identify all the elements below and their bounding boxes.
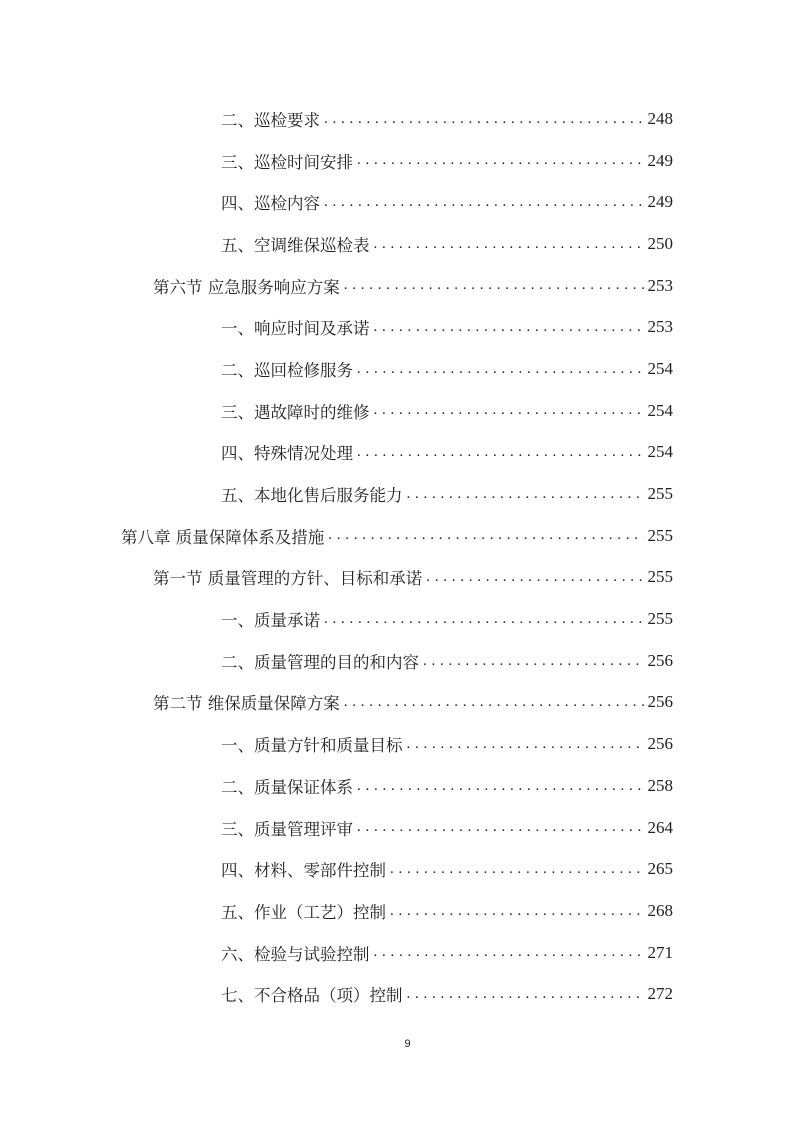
toc-entry-title: 五、作业（工艺）控制: [221, 902, 386, 922]
toc-entry-page: 256: [647, 650, 673, 670]
toc-entry-title: 三、巡检时间安排: [221, 152, 353, 172]
toc-entry[interactable]: [0, 515, 793, 557]
toc-entry-page: 253: [647, 275, 673, 295]
dot-leader: [344, 277, 644, 294]
toc-entry-title: 二、质量保证体系: [221, 777, 353, 797]
toc-entry-title: 五、本地化售后服务能力: [221, 486, 403, 506]
toc-entry-line: [221, 315, 673, 339]
page-number: 9: [404, 1038, 411, 1050]
toc-entry[interactable]: [0, 265, 793, 307]
toc-entry-title: 一、质量方针和质量目标: [221, 736, 403, 756]
toc-entry-line: [121, 524, 673, 548]
toc-entry-line: [221, 774, 673, 798]
toc-entry-title: 四、特殊情况处理: [221, 444, 353, 464]
toc-entry-title: 七、不合格品（项）控制: [221, 986, 403, 1006]
toc-entry[interactable]: [0, 390, 793, 432]
dot-leader: [390, 903, 644, 920]
toc-entry-line: [221, 607, 673, 631]
toc-entry[interactable]: [0, 598, 793, 640]
toc-entry-line: [221, 482, 673, 506]
toc-entry-line: [221, 232, 673, 256]
toc-entry-line: [221, 190, 673, 214]
toc-entry[interactable]: [0, 181, 793, 223]
toc-entry-page: 255: [647, 525, 673, 545]
dot-leader: [426, 569, 643, 586]
toc-entry[interactable]: [0, 140, 793, 182]
toc-entry-page: 254: [647, 358, 673, 378]
toc-entry[interactable]: [0, 682, 793, 724]
toc-entry[interactable]: [0, 223, 793, 265]
toc-entry-line: [221, 107, 673, 131]
toc-entry-line: [221, 149, 673, 173]
toc-entry-line: [221, 899, 673, 923]
toc-entry-line: [153, 565, 673, 589]
table-of-contents: [0, 98, 793, 1015]
toc-entry-page: 265: [647, 859, 673, 879]
toc-entry-title: 第八章 质量保障体系及措施: [121, 527, 325, 547]
dot-leader: [324, 194, 644, 211]
toc-entry-page: 264: [647, 817, 673, 837]
toc-entry[interactable]: [0, 640, 793, 682]
dot-leader: [357, 152, 644, 169]
toc-entry-page: 249: [647, 192, 673, 212]
toc-entry[interactable]: [0, 723, 793, 765]
toc-entry-page: 255: [647, 609, 673, 629]
dot-leader: [357, 778, 644, 795]
dot-leader: [390, 861, 644, 878]
dot-leader: [357, 361, 644, 378]
dot-leader: [357, 819, 644, 836]
dot-leader: [407, 736, 644, 753]
toc-entry[interactable]: [0, 348, 793, 390]
toc-entry-line: [221, 982, 673, 1006]
toc-entry-line: [221, 440, 673, 464]
toc-entry-title: 四、材料、零部件控制: [221, 861, 386, 881]
dot-leader: [374, 944, 644, 961]
toc-entry-page: 248: [647, 108, 673, 128]
toc-entry-page: 268: [647, 900, 673, 920]
toc-entry-page: 255: [647, 567, 673, 587]
toc-entry-page: 272: [647, 984, 673, 1004]
dot-leader: [374, 402, 644, 419]
dot-leader: [374, 319, 644, 336]
toc-entry-title: 三、遇故障时的维修: [221, 402, 370, 422]
dot-leader: [328, 527, 643, 544]
toc-entry[interactable]: [0, 306, 793, 348]
toc-entry-title: 五、空调维保巡检表: [221, 235, 370, 255]
toc-entry-page: 256: [647, 734, 673, 754]
toc-entry-page: 256: [647, 692, 673, 712]
toc-entry-line: [221, 357, 673, 381]
toc-entry[interactable]: [0, 890, 793, 932]
toc-entry-page: 254: [647, 442, 673, 462]
toc-entry-line: [221, 649, 673, 673]
toc-entry-page: 258: [647, 775, 673, 795]
toc-entry[interactable]: [0, 848, 793, 890]
toc-entry-line: [221, 857, 673, 881]
toc-entry-line: [221, 732, 673, 756]
dot-leader: [357, 444, 644, 461]
dot-leader: [324, 111, 644, 128]
toc-entry-title: 一、响应时间及承诺: [221, 319, 370, 339]
toc-entry-line: [221, 941, 673, 965]
toc-entry[interactable]: [0, 973, 793, 1015]
toc-entry-page: 250: [647, 233, 673, 253]
toc-entry-title: 第一节 质量管理的方针、目标和承诺: [153, 569, 423, 589]
dot-leader: [374, 236, 644, 253]
toc-entry-page: 255: [647, 484, 673, 504]
dot-leader: [423, 653, 644, 670]
toc-entry[interactable]: [0, 473, 793, 515]
dot-leader: [344, 694, 644, 711]
toc-entry-title: 二、质量管理的目的和内容: [221, 652, 419, 672]
dot-leader: [407, 986, 644, 1003]
toc-entry-title: 二、巡回检修服务: [221, 360, 353, 380]
dot-leader: [324, 611, 644, 628]
toc-entry[interactable]: [0, 98, 793, 140]
toc-entry-page: 271: [647, 942, 673, 962]
dot-leader: [407, 486, 644, 503]
toc-entry[interactable]: [0, 432, 793, 474]
toc-entry-line: [221, 816, 673, 840]
toc-entry[interactable]: [0, 765, 793, 807]
toc-entry-title: 三、质量管理评审: [221, 819, 353, 839]
toc-entry[interactable]: [0, 807, 793, 849]
toc-entry-title: 一、质量承诺: [221, 611, 320, 631]
toc-entry-title: 四、巡检内容: [221, 194, 320, 214]
toc-entry-page: 254: [647, 400, 673, 420]
toc-entry-page: 249: [647, 150, 673, 170]
toc-entry[interactable]: [0, 557, 793, 599]
toc-entry-title: 六、检验与试验控制: [221, 944, 370, 964]
toc-entry-title: 第六节 应急服务响应方案: [153, 277, 340, 297]
toc-entry-page: 253: [647, 317, 673, 337]
toc-entry-title: 第二节 维保质量保障方案: [153, 694, 340, 714]
toc-entry-line: [221, 399, 673, 423]
toc-entry-line: [153, 274, 673, 298]
toc-entry[interactable]: [0, 932, 793, 974]
toc-entry-title: 二、巡检要求: [221, 110, 320, 130]
toc-entry-line: [153, 690, 673, 714]
